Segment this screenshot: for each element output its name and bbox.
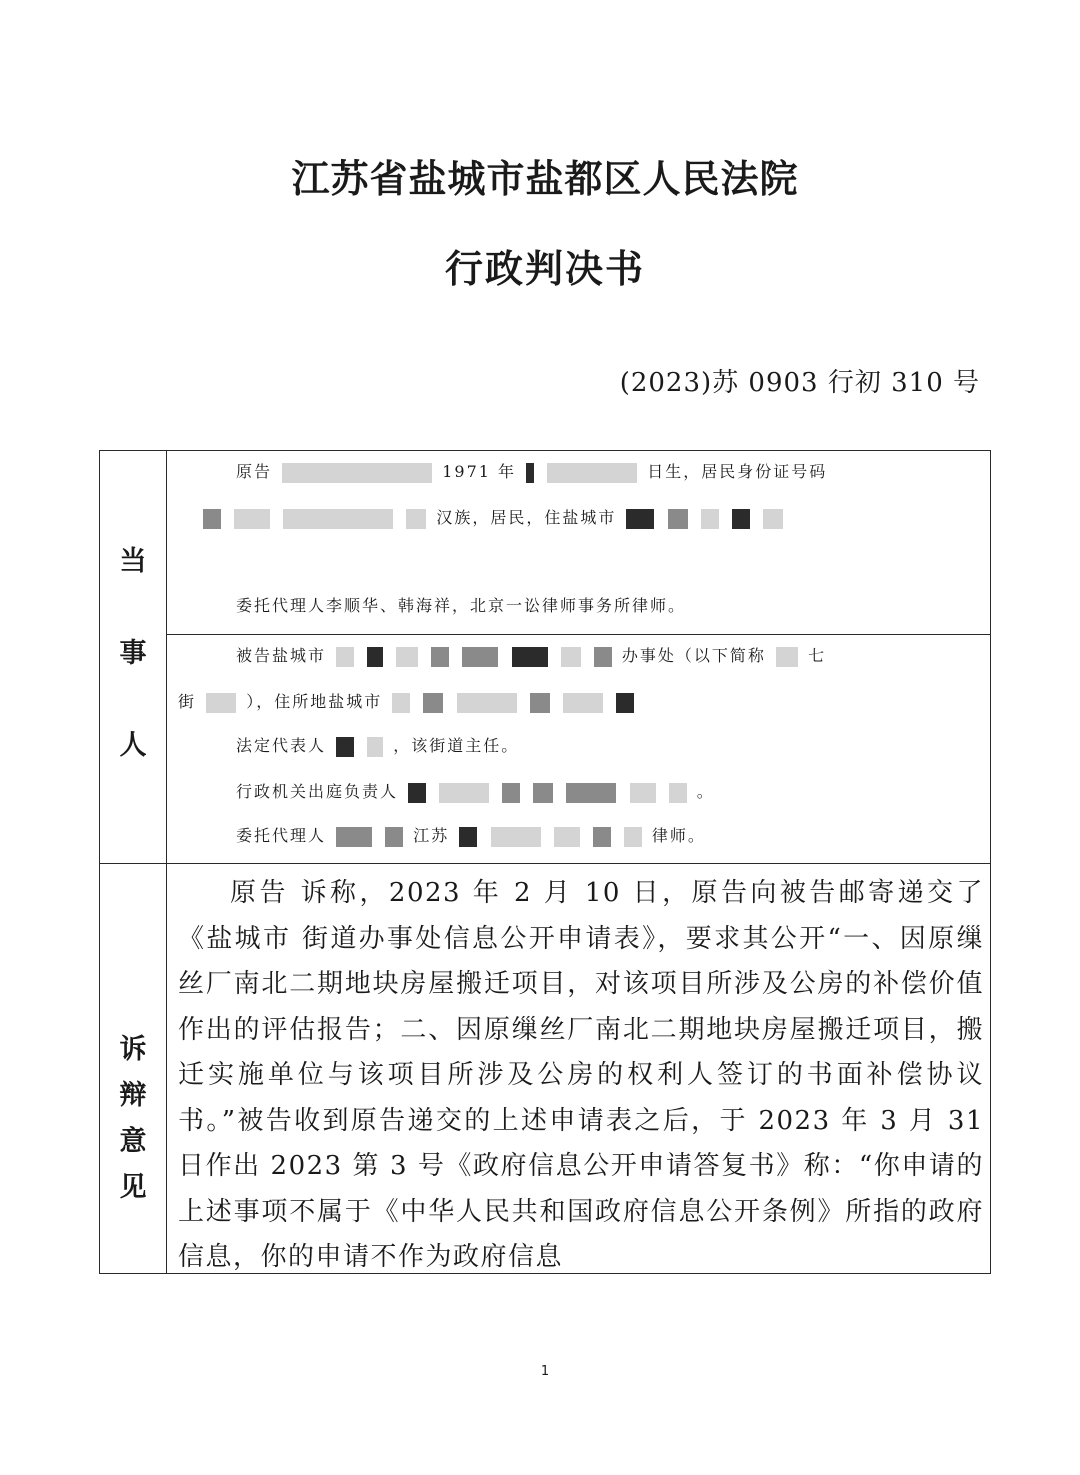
defendant-agent-firm: 江苏 — [413, 826, 450, 845]
plaintiff-id-text: 日生，居民身份证号码 — [647, 462, 828, 481]
redaction-block — [669, 783, 687, 803]
plaintiff-agent: 委托代理人李顺华、韩海祥，北京一讼律师事务所律师。 — [236, 596, 687, 615]
redaction-block — [283, 509, 393, 529]
redaction-block — [336, 647, 354, 667]
redaction-block — [530, 693, 550, 713]
arguments-label-char: 辩 — [119, 1080, 147, 1111]
redaction-block — [491, 827, 541, 847]
redaction-block — [423, 693, 443, 713]
redaction-block — [502, 783, 520, 803]
arguments-label-char: 见 — [119, 1172, 147, 1203]
parties-label-char: 当 — [119, 546, 147, 577]
page-number: 1 — [540, 1364, 550, 1379]
redaction-block — [547, 463, 637, 483]
redaction-block — [624, 827, 642, 847]
defendant-agent-label: 委托代理人 — [236, 826, 327, 845]
defendant-agent-title: 律师。 — [651, 826, 706, 845]
table-divider-vertical — [166, 451, 167, 1273]
defendant-abbrev-char: 七 — [808, 646, 827, 665]
redaction-block — [554, 827, 580, 847]
case-number: (2023)苏 0903 行初 310 号 — [619, 368, 980, 398]
court-officer-end: 。 — [696, 782, 715, 801]
legal-rep-label: 法定代表人 — [236, 736, 327, 755]
arguments-label-char: 意 — [119, 1126, 147, 1157]
case-info-table — [99, 450, 991, 1274]
redaction-block — [392, 693, 410, 713]
redaction-block — [561, 647, 581, 667]
legal-rep-title: ，该街道主任。 — [393, 736, 520, 755]
court-name: 江苏省盐城市盐都区人民法院 — [291, 156, 799, 201]
table-divider-arguments — [100, 863, 990, 864]
redaction-block — [776, 647, 798, 667]
redaction-block — [408, 783, 426, 803]
defendant-agent — [236, 823, 706, 847]
redaction-block — [616, 693, 634, 713]
redaction-block — [457, 693, 517, 713]
redaction-block — [431, 647, 449, 667]
redaction-block — [626, 509, 654, 529]
redaction-block — [406, 509, 426, 529]
redaction-block — [563, 693, 603, 713]
table-divider-parties — [166, 634, 990, 635]
defendant-abbrev-text: 办事处（以下简称 — [621, 646, 766, 665]
redaction-block — [594, 647, 612, 667]
parties-label — [100, 543, 166, 765]
redaction-block — [668, 509, 688, 529]
redaction-block — [203, 509, 221, 529]
redaction-block — [396, 647, 418, 667]
document-type-title: 行政判决书 — [444, 246, 645, 291]
redaction-block — [385, 827, 403, 847]
redaction-block — [593, 827, 611, 847]
redaction-block — [459, 827, 477, 847]
plaintiff-label: 原告 — [236, 462, 273, 481]
court-officer-label: 行政机关出庭负责人 — [236, 782, 399, 801]
defendant-legal-rep — [236, 733, 519, 757]
arguments-paragraph: 原告 诉称，2023 年 2 月 10 日，原告向被告邮寄递交了《盐城市 街道办事处信息公开申请表》，要求其公开“一、因原缫丝厂南北二期地块房屋搬迁项目，对该项目所涉及公房的补偿价值作出的评估报告；二、因原缫丝厂南北二期地块房屋搬迁项目，搬迁实施单位与该项目所涉及公房的权利人签订的书面补偿协议书。”被告收到原告递交的上述申请表之后，于 2023 年 3 月 31 日作出 2023 第 3 号《政府信息公开申请答复书》称：“你申请的上述事项不属于《中华人民共和国政府信息公开条例》所指的政府信息，你的申请不作为政府信息 — [178, 878, 984, 1272]
plaintiff-line-1 — [236, 459, 827, 483]
redaction-block — [566, 783, 616, 803]
arguments-label — [100, 1031, 166, 1207]
defendant-abbrev-cont: 街 — [178, 692, 197, 711]
redaction-block — [462, 647, 498, 667]
redaction-block — [763, 509, 783, 529]
redaction-block — [439, 783, 489, 803]
defendant-court-officer — [236, 779, 715, 803]
redaction-block — [336, 737, 354, 757]
redaction-block — [512, 647, 548, 667]
defendant-label: 被告盐城市 — [236, 646, 327, 665]
redaction-block — [526, 463, 534, 483]
redaction-block — [336, 827, 372, 847]
parties-label-char: 人 — [119, 730, 147, 761]
plaintiff-ethnicity-address: 汉族，居民，住盐城市 — [436, 508, 617, 527]
plaintiff-birth-year: 1971 年 — [442, 462, 517, 481]
plaintiff-line-2 — [200, 505, 786, 529]
parties-label-char: 事 — [119, 638, 147, 669]
redaction-block — [630, 783, 656, 803]
arguments-label-char: 诉 — [119, 1034, 147, 1065]
defendant-address-label: ），住所地盐城市 — [246, 692, 383, 711]
redaction-block — [533, 783, 553, 803]
redaction-block — [206, 693, 236, 713]
redaction-block — [732, 509, 750, 529]
redaction-block — [701, 509, 719, 529]
redaction-block — [367, 647, 383, 667]
redaction-block — [367, 737, 383, 757]
defendant-line-1 — [236, 643, 826, 667]
defendant-line-2 — [178, 689, 637, 713]
redaction-block — [282, 463, 432, 483]
redaction-block — [234, 509, 270, 529]
